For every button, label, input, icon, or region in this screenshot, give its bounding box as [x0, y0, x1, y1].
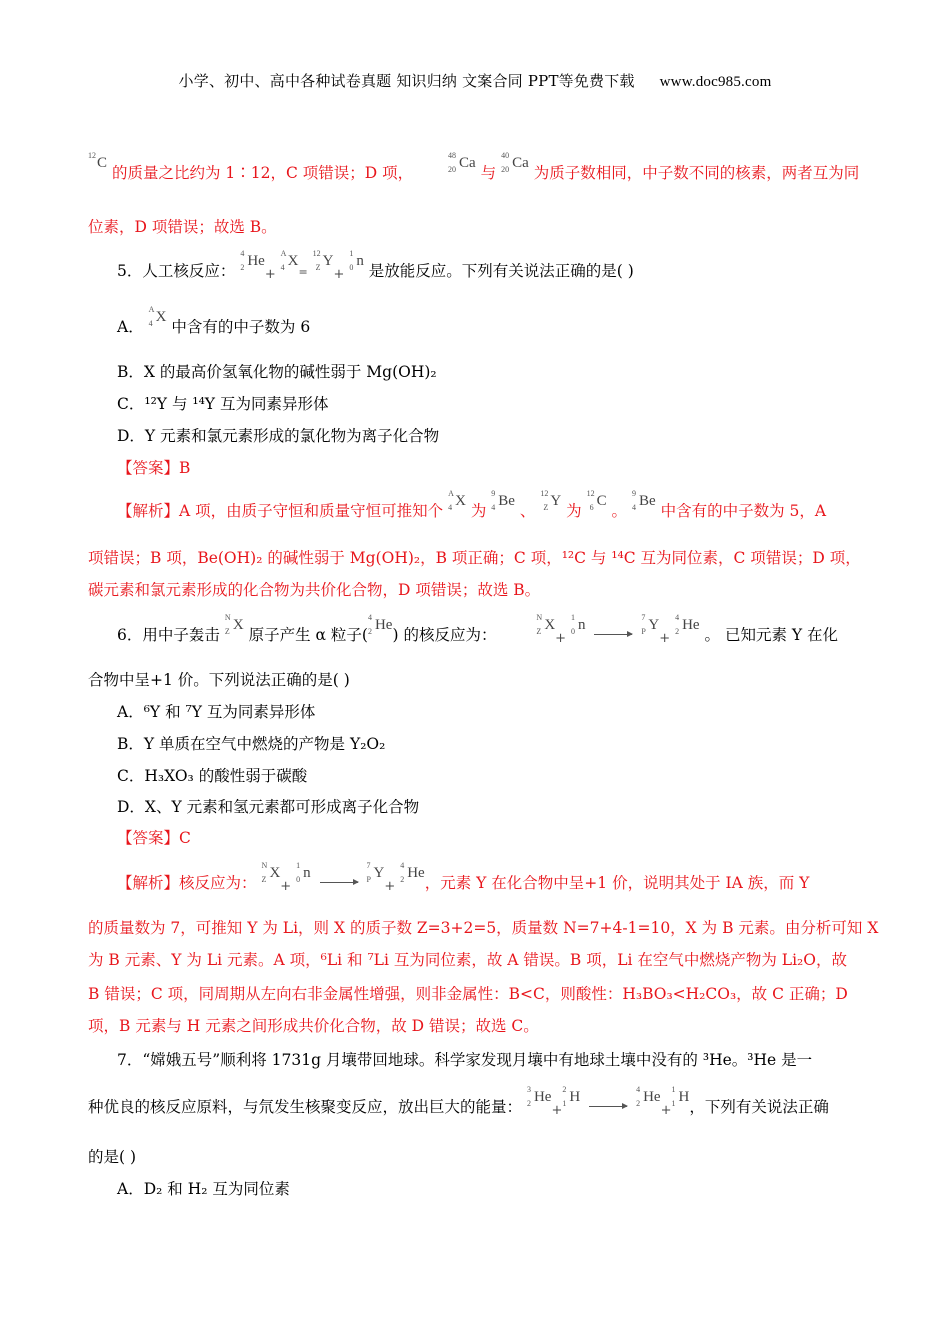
- nuclide-be: 9 4 Be: [491, 489, 515, 512]
- q5-option-a: A． A 4 X 中含有的中子数为 6: [117, 305, 311, 336]
- q5-explanation-1: 【解析】A 项，由质子守恒和质量守恒可推知个 A 4 X 为 9 4 Be 、 12 Z Y 为 12 6 C 。 9 4 Be 中含有的中子数为 5，A: [117, 489, 827, 520]
- header-url[interactable]: www.doc985.com: [659, 74, 772, 90]
- q6-answer: 【答案】C: [117, 829, 191, 847]
- nuclide-y: 12 Z Y: [312, 249, 334, 272]
- q6-explanation-4: B 错误；C 项，同周期从左向右非金属性增强，则非金属性：B<C，则酸性：H₃BO₃<H₂CO₃，故 C 正确；D: [88, 985, 848, 1003]
- q6-stem: 6．用中子轰击 N Z X 原子产生 α 粒子( 4 2 He) 的核反应为： N Z X+ 1 0 n 7 P Y+ 4 2 He 。 已知元素 Y 在化: [117, 613, 839, 646]
- page-header: [0, 70, 950, 91]
- nuclide-x-a: A 4 X: [148, 305, 167, 328]
- intro-line-1: 12 C 的质量之比约为 1∶12，C 项错误；D 项， 48 20 Ca 与 40 20 Ca 为质子数相同，中子数不同的核素，两者互为同: [88, 151, 860, 182]
- q6-option-c: C．H₃XO₃ 的酸性弱于碳酸: [117, 767, 308, 785]
- q6-explanation-3: 为 B 元素、Y 为 Li 元素。A 项，⁶Li 和 ⁷Li 互为同位素，故 A 错误。B 项，Li 在空气中燃烧产物为 Li₂O，故: [88, 951, 847, 969]
- intro-line-2: 位素，D 项错误；故选 B。: [88, 218, 277, 236]
- nuclide-alpha: 4 2 He: [367, 613, 393, 636]
- q5-option-d: D．Y 元素和氯元素形成的氯化物为离子化合物: [117, 427, 440, 445]
- nuclide-he4: 4 2 He: [240, 249, 265, 272]
- q6-option-d: D．X、Y 元素和氢元素都可形成离子化合物: [117, 798, 420, 816]
- nuclide-x: A 4 X: [280, 249, 299, 272]
- q6-option-a: A．⁶Y 和 ⁷Y 互为同素异形体: [117, 703, 316, 721]
- nuclide-c12: 12 C: [88, 151, 108, 171]
- nuclide-ca48: 48 20 Ca: [448, 151, 476, 174]
- nuclide-n: 1 0 n: [349, 249, 364, 272]
- q7-option-a: A．D₂ 和 H₂ 互为同位素: [117, 1180, 290, 1198]
- q5-answer: 【答案】B: [117, 459, 191, 477]
- nuclide-ca40: 40 20 Ca: [501, 151, 529, 174]
- nuclide-h1: 1 1 H: [671, 1085, 690, 1108]
- q5-option-b: B．X 的最高价氢氧化物的碱性弱于 Mg(OH)₂: [117, 363, 437, 381]
- q6-explanation-5: 项，B 元素与 H 元素之间形成共价化合物，故 D 错误；故选 C。: [88, 1017, 539, 1035]
- q7-stem-3: 的是( ): [88, 1148, 137, 1166]
- q6-stem-2: 合物中呈+1 价。下列说法正确的是( ): [88, 671, 350, 689]
- nuclide-c: 12 6 C: [586, 489, 607, 512]
- nuclide-he4-b: 4 2 He: [636, 1085, 661, 1108]
- q6-explanation-1: 【解析】核反应为： N Z X+ 1 0 n 7 P Y+ 4 2 He，元素 Y 在化合物中呈+1 价，说明其处于 IA 族，而 Y: [117, 861, 810, 894]
- reaction-arrow: [594, 634, 632, 635]
- nuclide-h2: 2 1 H: [562, 1085, 581, 1108]
- header-text: 小学、初中、高中各种试卷真题 知识归纳 文案合同 PPT等免费下载: [178, 72, 635, 90]
- nuclide-x-nz: N Z X: [224, 613, 244, 636]
- nuclide-he3: 3 2 He: [526, 1085, 552, 1108]
- q5-option-c: C．¹²Y 与 ¹⁴Y 互为同素异形体: [117, 395, 329, 413]
- q6-explanation-2: 的质量数为 7，可推知 Y 为 Li，则 X 的质子数 Z=3+2=5，质量数 N=7+4-1=10，X 为 B 元素。由分析可知 X: [88, 919, 879, 937]
- q7-stem-2: 种优良的核反应原料，与氘发生核聚变反应，放出巨大的能量： 3 2 He+ 2 1 H 4 2 He+ 1 1 H，下列有关说法正确: [88, 1085, 829, 1118]
- q5-explanation-3: 碳元素和氯元素形成的化合物为共价化合物，D 项错误；故选 B。: [88, 581, 541, 599]
- q7-stem-1: 7．“嫦娥五号”顺利将 1731g 月壤带回地球。科学家发现月壤中有地球土壤中没有的 ³He。³He 是一: [117, 1051, 813, 1069]
- q5-stem: 5．人工核反应： 4 2 He+ A 4 X= 12 Z Y+ 1 0 n 是放能反应。下列有关说法正确的是( ): [117, 249, 634, 282]
- q5-explanation-2: 项错误；B 项，Be(OH)₂ 的碱性弱于 Mg(OH)₂，B 项正确；C 项，¹²C 与 ¹⁴C 互为同位素，C 项错误；D 项，: [88, 549, 861, 567]
- q6-option-b: B．Y 单质在空气中燃烧的产物是 Y₂O₂: [117, 735, 386, 753]
